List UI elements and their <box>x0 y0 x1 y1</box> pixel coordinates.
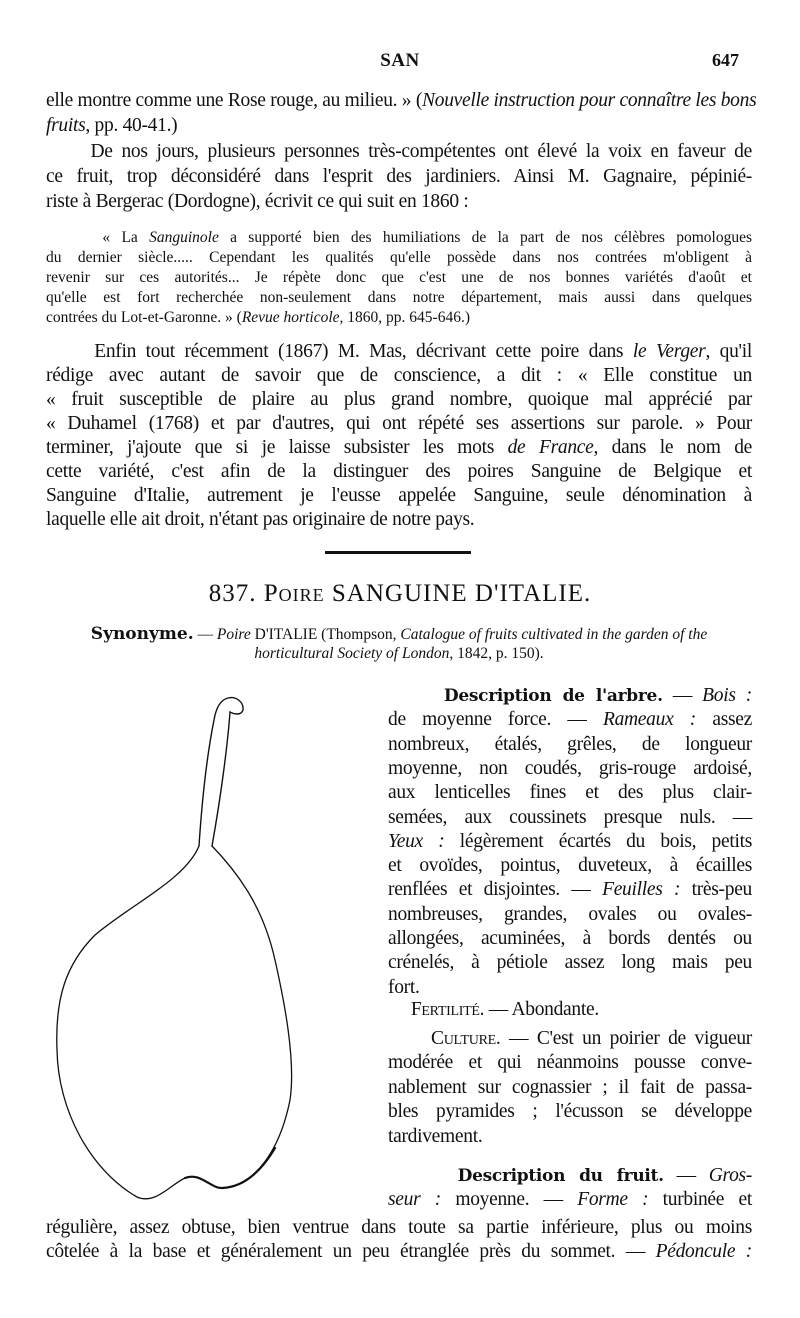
text-line <box>46 1241 752 1263</box>
text-segment: assez <box>695 709 752 731</box>
text-line <box>388 1189 752 1211</box>
text-segment: Revue horticole <box>241 309 340 326</box>
text-segment: Pédoncule : <box>655 1241 752 1262</box>
text-segment: horticultural Society of London <box>254 645 450 662</box>
text-line <box>388 1165 752 1187</box>
text-segment: Synonyme. <box>90 624 194 644</box>
text-line <box>388 1028 752 1050</box>
text-segment: de moyenne force. — <box>388 709 603 731</box>
text-segment: Nouvelle instruction pour connaître les bons <box>422 90 757 111</box>
text-line <box>388 879 752 901</box>
text-segment: . — Abondante. <box>479 999 599 1020</box>
text-segment: semées, aux coussinets presque nuls. — <box>388 806 752 828</box>
text-segment: « Duhamel (1768) et par d'autres, qui ont répété ses assertions sur parole. » Pour <box>46 413 752 434</box>
text-segment: Gros- <box>708 1165 752 1186</box>
text-segment: allongées, acuminées, à bords dentés ou <box>388 928 752 949</box>
text-line <box>46 1217 752 1239</box>
text-line <box>46 115 752 137</box>
text-segment: terminer, j'ajoute que si je laisse subsister les mots <box>46 437 508 458</box>
pear-illustration <box>0 680 330 1220</box>
text-line <box>46 624 752 644</box>
text-segment: cette variété, c'est afin de la distinguer des poires Sanguine de Belgique et <box>46 461 752 482</box>
text-segment: laquelle elle ait droit, n'étant pas originaire de notre pays. <box>46 509 475 530</box>
text-segment: , qu'il <box>705 341 753 362</box>
pear-outline <box>57 846 292 1199</box>
text-segment: , pp. 40-41.) <box>85 115 178 136</box>
text-segment: fort. <box>388 976 420 998</box>
text-line <box>388 709 752 731</box>
text-segment: — <box>662 685 703 706</box>
text-line <box>46 461 752 483</box>
text-segment: elle montre comme une Rose rouge, au milieu. » ( <box>46 90 423 111</box>
text-segment: Rameaux : <box>602 709 696 731</box>
text-segment: riste à Bergerac (Dordogne), écrivit ce qui suit en 1860 : <box>46 191 469 212</box>
text-segment: nablement sur cognassier ; il fait de passa- <box>388 1076 752 1098</box>
text-segment: nombreux, étalés, grêles, de longueur <box>388 733 752 755</box>
text-segment: Bois : <box>702 685 752 706</box>
pear-stem <box>199 698 243 846</box>
text-segment: revenir sur ces autorités... Je répète donc que c'est une de nos bonnes variétés d'août et <box>46 269 752 286</box>
text-segment: Poire <box>216 626 251 643</box>
text-line <box>388 831 752 853</box>
text-segment: crénelés, à pétiole assez long mais peu <box>388 952 752 974</box>
text-segment: Forme : <box>577 1189 649 1210</box>
text-segment: nombreuses, grandes, ovales ou ovales- <box>388 903 752 925</box>
text-line <box>46 229 752 247</box>
text-line <box>46 141 752 163</box>
text-line <box>388 685 752 707</box>
text-segment: turbinée et <box>648 1189 752 1210</box>
text-line <box>46 509 752 531</box>
text-line <box>46 269 752 287</box>
text-segment: et ovoïdes, pointus, duveteux, à écailles <box>388 855 752 877</box>
section-name: SANGUINE D'ITALIE. <box>331 580 592 607</box>
text-segment: Description du fruit. <box>388 1166 664 1186</box>
text-line <box>388 977 752 999</box>
text-segment: contrées du Lot-et-Garonne. » ( <box>46 309 242 326</box>
text-line <box>46 365 752 387</box>
text-segment: fruits <box>46 115 86 136</box>
text-segment: — <box>663 1165 709 1186</box>
section-title <box>0 580 800 608</box>
text-line <box>388 904 752 926</box>
text-line <box>46 341 752 363</box>
running-head: SAN <box>380 50 420 71</box>
text-segment: — <box>193 626 217 643</box>
text-line <box>46 191 752 213</box>
text-segment: Culture <box>388 1028 496 1049</box>
text-segment: . — C'est un poirier de vigueur <box>495 1028 752 1049</box>
text-segment: Enfin tout récemment (1867) M. Mas, décrivant cette poire dans <box>46 341 633 362</box>
text-segment: (Thompson, <box>317 626 401 643</box>
text-segment: qu'elle est fort recherchée non-seulement dans notre département, mais aussi dans quelques <box>46 289 752 306</box>
text-line <box>388 734 752 756</box>
text-segment: renflées et disjointes. — <box>388 879 603 901</box>
text-segment: Fertilité <box>388 999 480 1020</box>
text-segment: Sanguine d'Italie, autrement je l'eusse appelée Sanguine, seule dénomination à <box>46 485 752 506</box>
text-line <box>46 485 752 507</box>
text-segment: , 1860, pp. 645-646.) <box>339 309 470 326</box>
text-segment: modérée et qui néanmoins pousse conve- <box>388 1052 752 1074</box>
text-line <box>46 645 752 663</box>
text-line <box>388 807 752 829</box>
text-segment: , dans le nom de <box>593 437 753 458</box>
text-segment: « fruit susceptible de plaire au plus grand nombre, quoique mal apprécié par <box>46 389 752 410</box>
text-segment: Description de l'arbre. <box>388 686 663 706</box>
text-segment: tardivement. <box>388 1125 483 1147</box>
text-segment: moyenne, non coudés, gris-rouge ardoisé, <box>388 757 752 779</box>
text-segment: De nos jours, plusieurs personnes très-compétentes ont élevé la voix en faveur de <box>46 141 752 162</box>
text-line <box>46 413 752 435</box>
text-line <box>388 1077 752 1099</box>
text-segment: seur : <box>388 1189 441 1210</box>
text-segment: côtelée à la base et généralement un peu étranglée près du sommet. — <box>46 1241 656 1262</box>
text-segment: très-peu <box>680 879 753 901</box>
text-segment: du dernier siècle..... Cependant les qualités qu'elle possède dans nos contrées m'obligent à <box>46 249 752 266</box>
text-line <box>388 1126 752 1148</box>
text-line <box>388 999 752 1021</box>
text-line <box>46 249 752 267</box>
text-segment: Sanguinole <box>149 229 219 246</box>
text-segment: de France <box>507 437 594 458</box>
text-segment: moyenne. — <box>440 1189 578 1210</box>
text-line <box>388 952 752 974</box>
text-segment: Catalogue of fruits cultivated in the garden of the <box>400 626 708 643</box>
text-line <box>46 309 752 327</box>
text-segment: régulière, assez obtuse, bien ventrue dans toute sa partie inférieure, plus ou moins <box>46 1217 752 1238</box>
text-segment: bles pyramides ; l'écusson se développe <box>388 1101 752 1123</box>
text-line <box>388 928 752 950</box>
text-segment: D'ITALIE <box>250 626 318 643</box>
section-number: 837. <box>208 580 257 607</box>
text-line <box>388 782 752 804</box>
text-segment: a supporté bien des humiliations de la part de nos célèbres pomologues <box>218 229 752 246</box>
text-line <box>46 389 752 411</box>
text-line <box>46 166 752 188</box>
text-segment: légèrement écartés du bois, petits <box>444 830 752 852</box>
section-prefix: Poire <box>263 580 325 607</box>
text-line <box>388 1101 752 1123</box>
text-line <box>388 1052 752 1074</box>
text-segment: rédige avec autant de savoir que de conscience, a dit : « Elle constitue un <box>46 365 752 386</box>
text-segment: Feuilles : <box>602 879 681 901</box>
text-segment: Yeux : <box>388 830 445 852</box>
text-segment: aux lenticelles fines et des plus clair- <box>388 782 752 804</box>
text-line <box>46 90 757 112</box>
page-number: 647 <box>712 50 739 70</box>
text-line <box>388 855 752 877</box>
section-divider <box>325 551 471 554</box>
text-segment: « La <box>46 229 150 246</box>
text-segment: , 1842, p. 150). <box>449 645 544 662</box>
text-line <box>46 437 752 459</box>
text-line <box>46 289 752 307</box>
text-line <box>388 758 752 780</box>
text-segment: ce fruit, trop déconsidéré dans l'esprit des jardiniers. Ainsi M. Gagnaire, pépinié- <box>46 166 752 187</box>
text-segment: le Verger <box>632 341 706 362</box>
